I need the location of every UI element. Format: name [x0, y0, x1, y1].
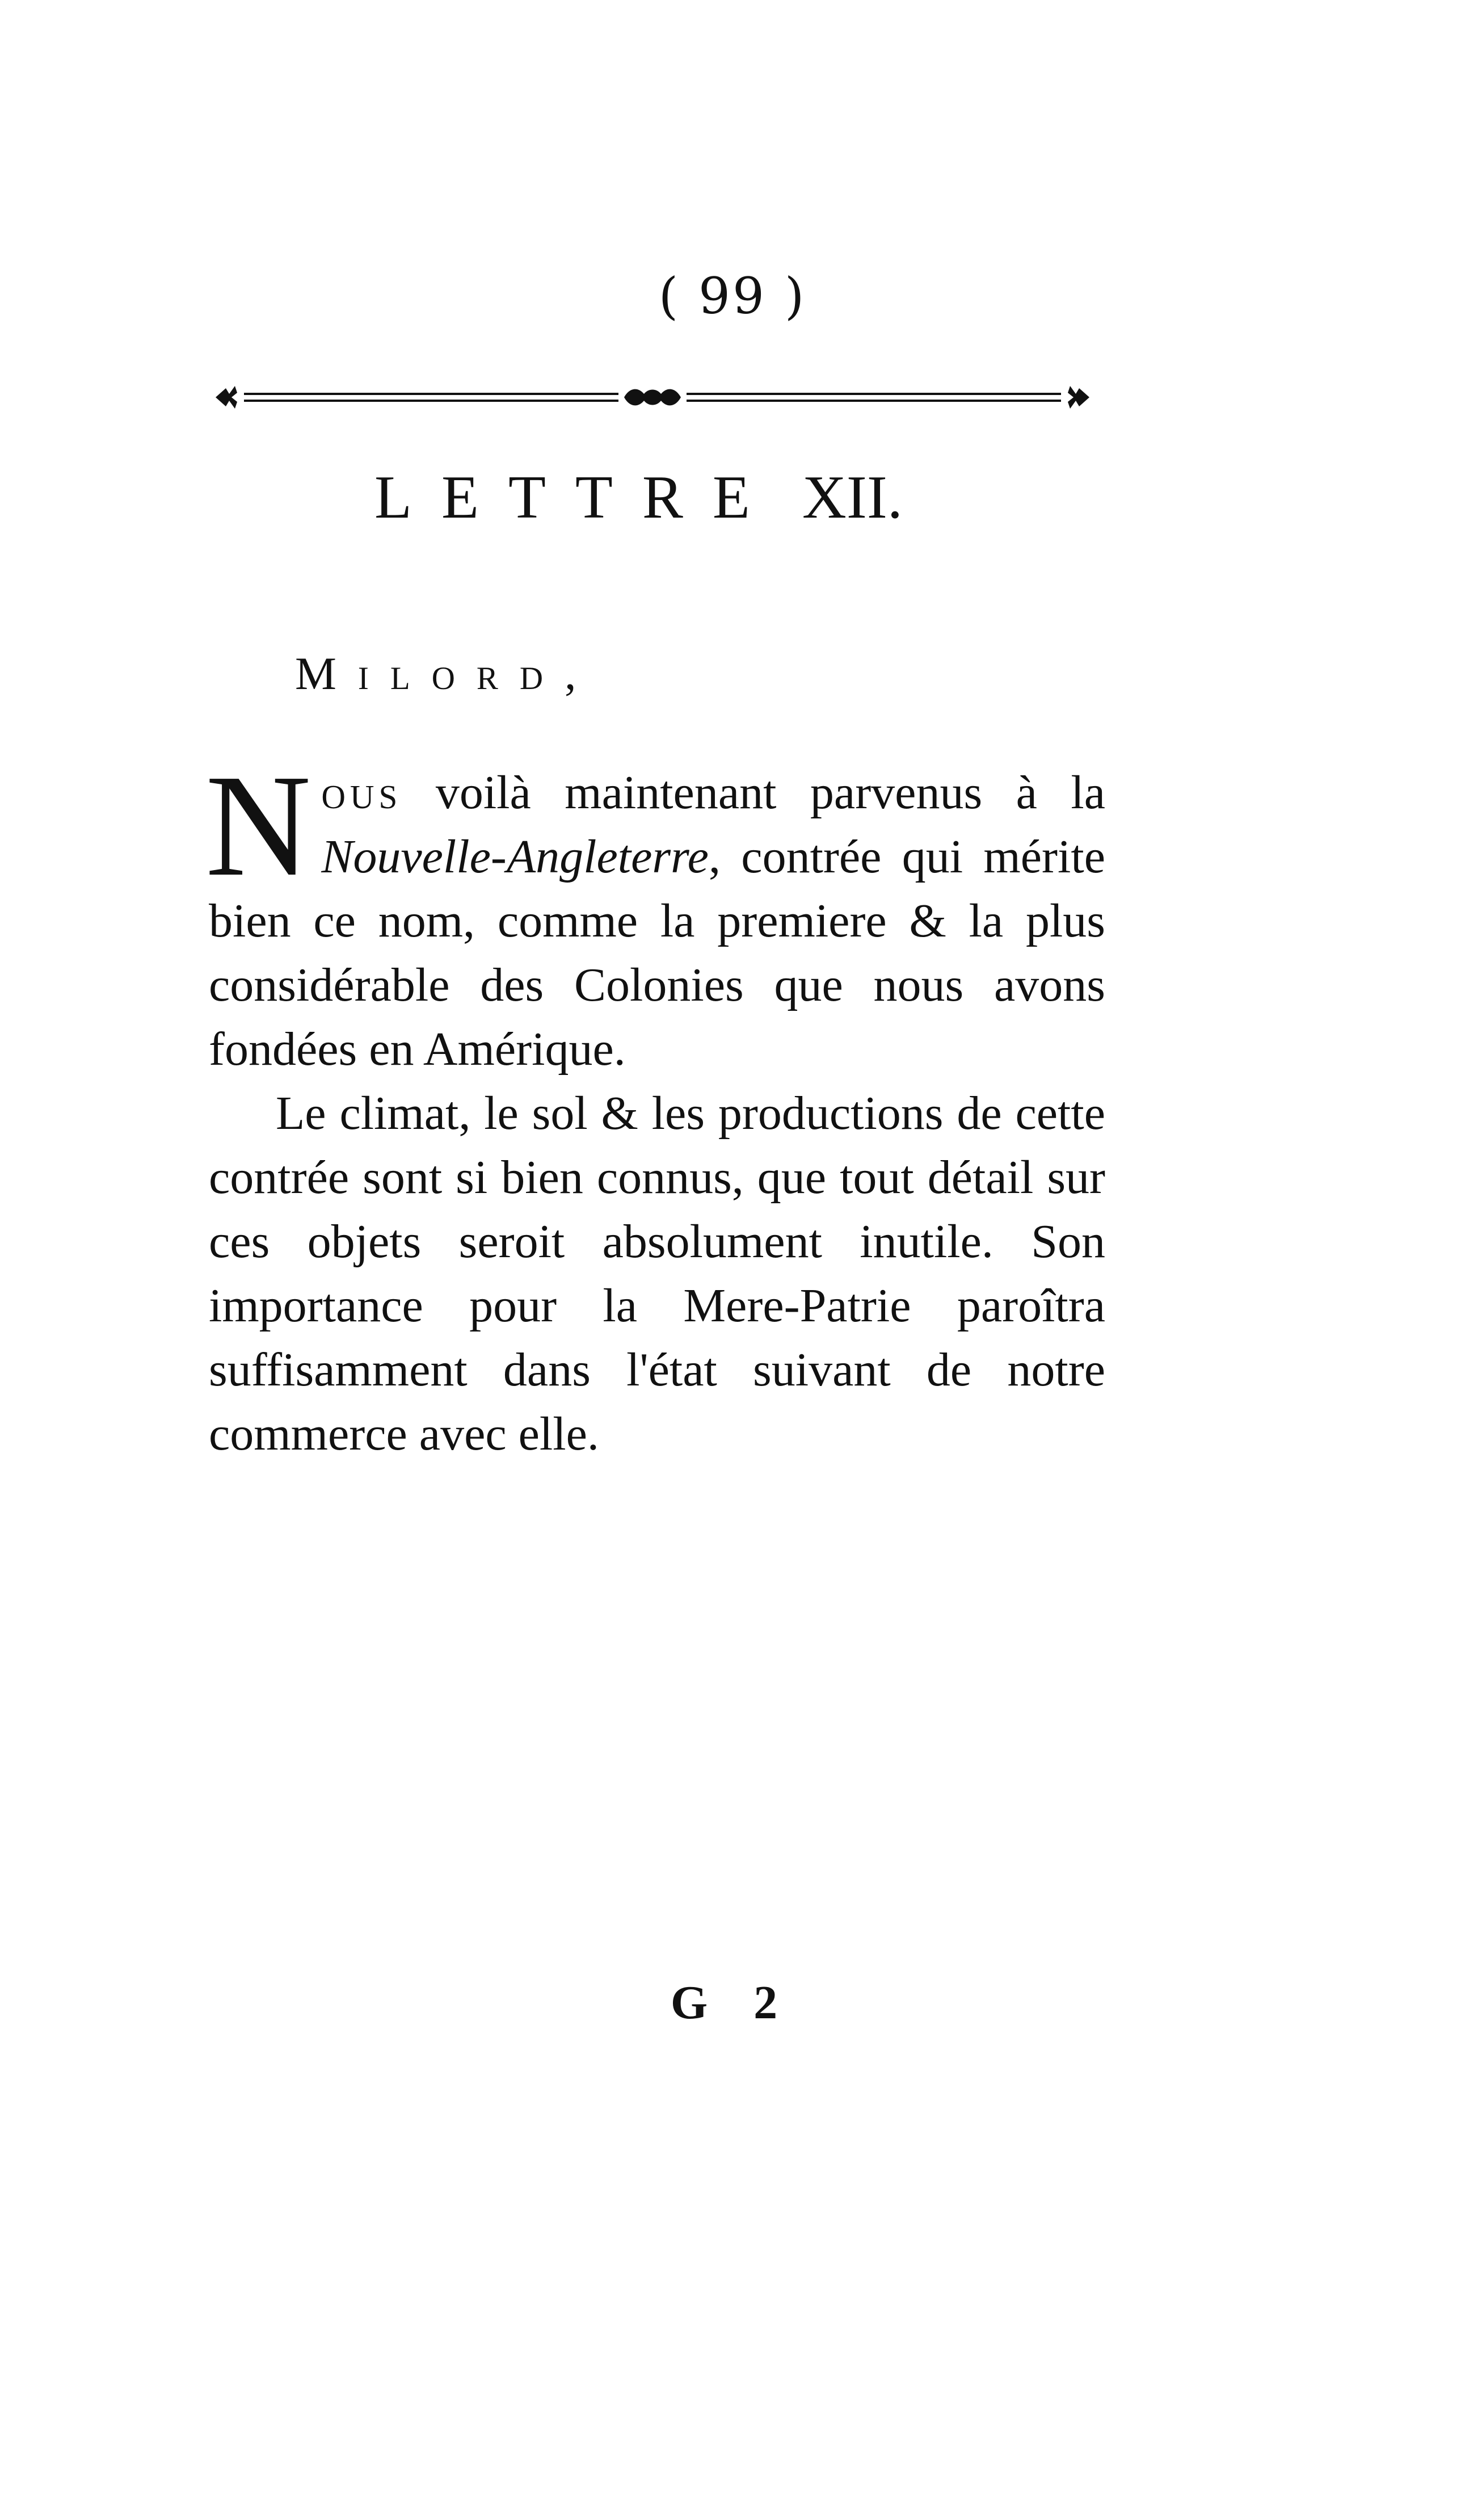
paragraph-1-part-1: voilà maintenant parvenus à la — [402, 766, 1105, 819]
salutation: Milord, — [295, 648, 598, 699]
paragraph-1-part-2: , contrée qui mérite bien ce nom, comme la premiere & la plus considérable des Colonies que nous avons fondées en Amérique. — [209, 830, 1105, 1076]
page-number: ( 99 ) — [658, 267, 807, 325]
lead-caps: ous — [321, 766, 402, 819]
paragraph-1 — [205, 744, 1105, 1081]
signature-mark: G 2 — [670, 1976, 795, 2029]
drop-cap: N — [205, 744, 311, 906]
ornamental-rule — [210, 377, 1095, 417]
paragraph-2: Le climat, le sol & les productions de cette contrée sont si bien connus, que tout détail sur ces objets seroit absolument inutile. Son importance pour la Mere-Patrie paroîtra suffisamment dans l'état suivant de notre commerce avec elle. — [209, 1087, 1105, 1460]
heading-word: LETTRE — [374, 464, 780, 531]
letter-body — [205, 744, 1105, 1466]
letter-heading — [374, 463, 903, 533]
heading-number: XII. — [802, 464, 903, 531]
place-name: Nouvelle-Angleterre — [321, 830, 709, 883]
